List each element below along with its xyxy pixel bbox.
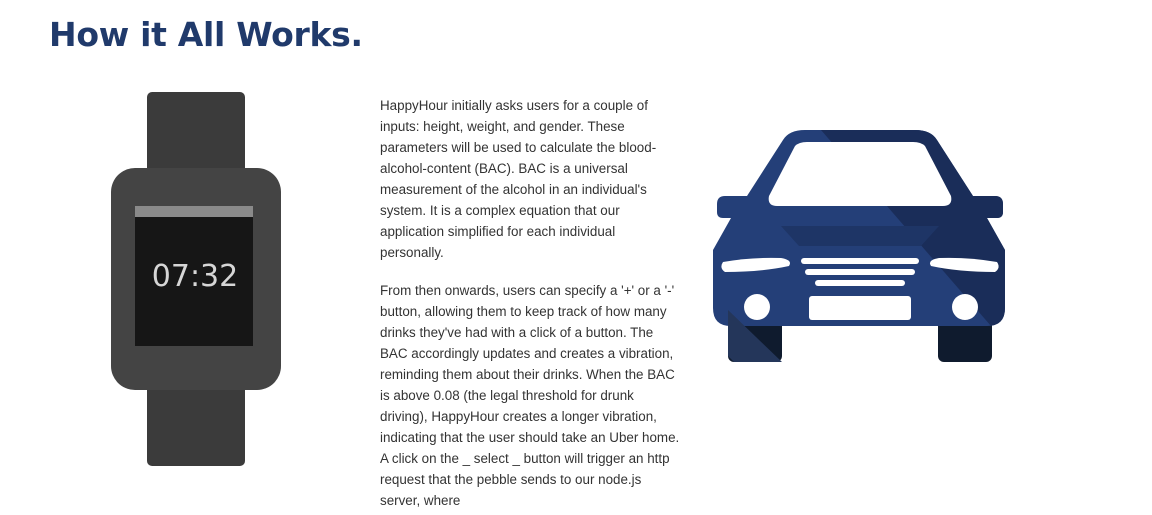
description-paragraph-1: HappyHour initially asks users for a couple of inputs: height, weight, and gender. These parameters will be used to calculate the blood-alcohol-content (BAC). BAC is a universal measurement of the alcohol in an individual's system. It is a complex equation that our application simplified for each individual personally. xyxy=(380,98,657,260)
pebble-watch-illustration xyxy=(110,92,282,466)
car-grille-bar-3 xyxy=(815,280,905,286)
car-fog-light-right xyxy=(952,294,978,320)
watch-time: 07:32 xyxy=(151,259,239,294)
car-fog-light-left xyxy=(744,294,770,320)
watch-status-bar xyxy=(135,206,253,217)
car-hood xyxy=(781,226,939,246)
car-illustration xyxy=(711,130,1009,364)
description-paragraph-2: From then onwards, users can specify a '+' or a '-' button, allowing them to keep track of how many drinks they've had with a click of a button. The BAC accordingly updates and creates a vibration, reminding them about their drinks. When the BAC is above 0.08 (the legal threshold for drunk driving), HappyHour creates a longer vibration, indicating that the user should take an Uber home. A click on the _ select _ button will trigger an http request that the pebble sends to our node.js server, where xyxy=(380,283,680,508)
watch-band-bottom xyxy=(147,382,245,466)
section-title: How it All Works. xyxy=(49,15,363,54)
car-grille-bar-2 xyxy=(805,269,915,275)
car-windshield xyxy=(769,142,952,206)
car-license-plate xyxy=(809,296,911,320)
watch-band-top xyxy=(147,92,245,178)
description xyxy=(380,95,680,515)
car-grille-bar-1 xyxy=(801,258,919,264)
